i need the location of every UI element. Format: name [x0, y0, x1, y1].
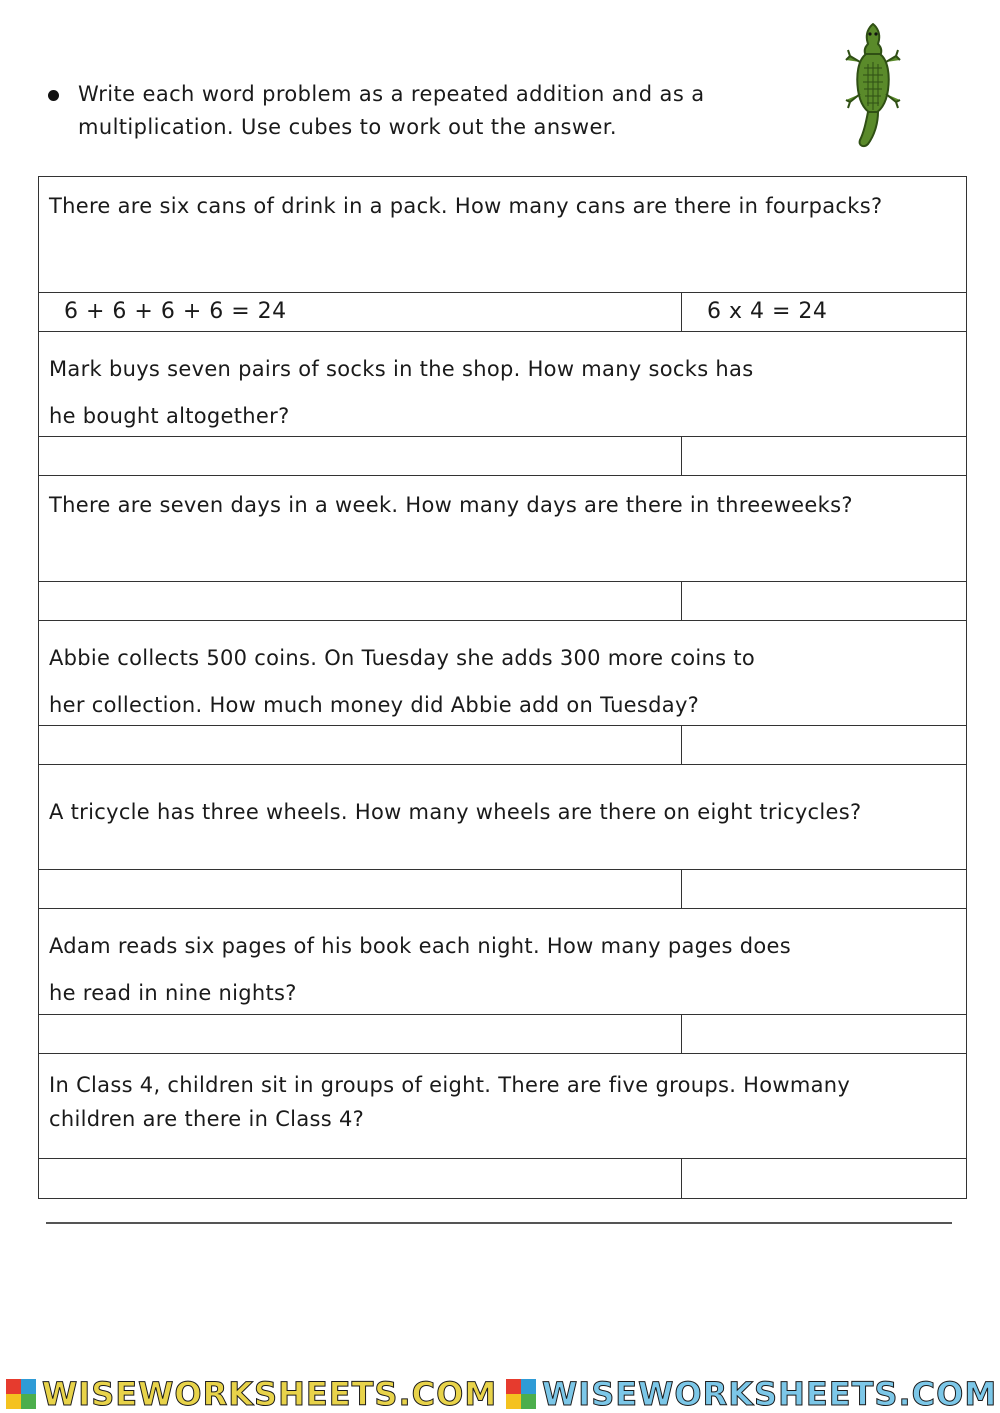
- problem-question: [39, 909, 966, 1015]
- worksheet-table: [38, 176, 967, 1199]
- addition-answer[interactable]: [39, 726, 682, 764]
- multiplication-answer[interactable]: [682, 1159, 966, 1198]
- wiseworksheets-logo-icon: [6, 1379, 36, 1409]
- addition-answer[interactable]: [39, 582, 682, 620]
- problem-question: [39, 1054, 966, 1159]
- addition-answer[interactable]: [39, 1015, 682, 1053]
- problem-question: [39, 476, 966, 582]
- wiseworksheets-logo-icon: [506, 1379, 536, 1409]
- multiplication-answer[interactable]: 6 x 4 = 24: [707, 299, 828, 324]
- question-text: Adam reads six pages of his book each night. How many pages does he read in nine nights?: [49, 934, 791, 1005]
- multiplication-answer[interactable]: [682, 582, 966, 620]
- multiplication-answer[interactable]: [682, 870, 966, 908]
- multiplication-answer[interactable]: [682, 726, 966, 764]
- brand-logo: [500, 1375, 1000, 1413]
- crocodile-icon: [838, 20, 908, 150]
- question-text: There are seven days in a week. How many days are there in threeweeks?: [49, 493, 853, 517]
- multiplication-answer[interactable]: [682, 437, 966, 475]
- answer-row: [39, 437, 966, 476]
- question-text: A tricycle has three wheels. How many wheels are there on eight tricycles?: [49, 800, 862, 824]
- addition-answer[interactable]: [39, 1159, 682, 1198]
- problem-question: [39, 765, 966, 870]
- instructions: [48, 78, 748, 144]
- question-text: Abbie collects 500 coins. On Tuesday she adds 300 more coins to her collection. How much money did Abbie add on Tuesday?: [49, 646, 756, 717]
- brand-logo: [0, 1375, 500, 1413]
- addition-answer[interactable]: [39, 870, 682, 908]
- brand-text: WISEWORKSHEETS.COM: [542, 1375, 998, 1413]
- answer-row: [39, 293, 966, 332]
- problem-question: [39, 332, 966, 437]
- bullet-icon: [48, 90, 59, 101]
- answer-row: [39, 870, 966, 909]
- question-text: In Class 4, children sit in groups of eight. There are five groups. Howmany children are there in Class 4?: [49, 1073, 851, 1131]
- instruction-text: Write each word problem as a repeated addition and as a multiplication. Use cubes to work out the answer.: [78, 82, 705, 139]
- bottom-divider: [46, 1222, 952, 1224]
- problem-question: [39, 621, 966, 726]
- brand-text: WISEWORKSHEETS.COM: [42, 1375, 498, 1413]
- problem-question: [39, 177, 966, 293]
- answer-row: [39, 1015, 966, 1054]
- answer-row: [39, 582, 966, 621]
- footer-banner: [0, 1375, 1000, 1413]
- answer-row: [39, 726, 966, 765]
- addition-answer[interactable]: 6 + 6 + 6 + 6 = 24: [39, 293, 682, 331]
- question-text: There are six cans of drink in a pack. How many cans are there in fourpacks?: [49, 194, 883, 218]
- question-text: Mark buys seven pairs of socks in the shop. How many socks has he bought altogether?: [49, 357, 754, 428]
- answer-row: [39, 1159, 966, 1198]
- multiplication-answer[interactable]: [682, 1015, 966, 1053]
- addition-answer[interactable]: [39, 437, 682, 475]
